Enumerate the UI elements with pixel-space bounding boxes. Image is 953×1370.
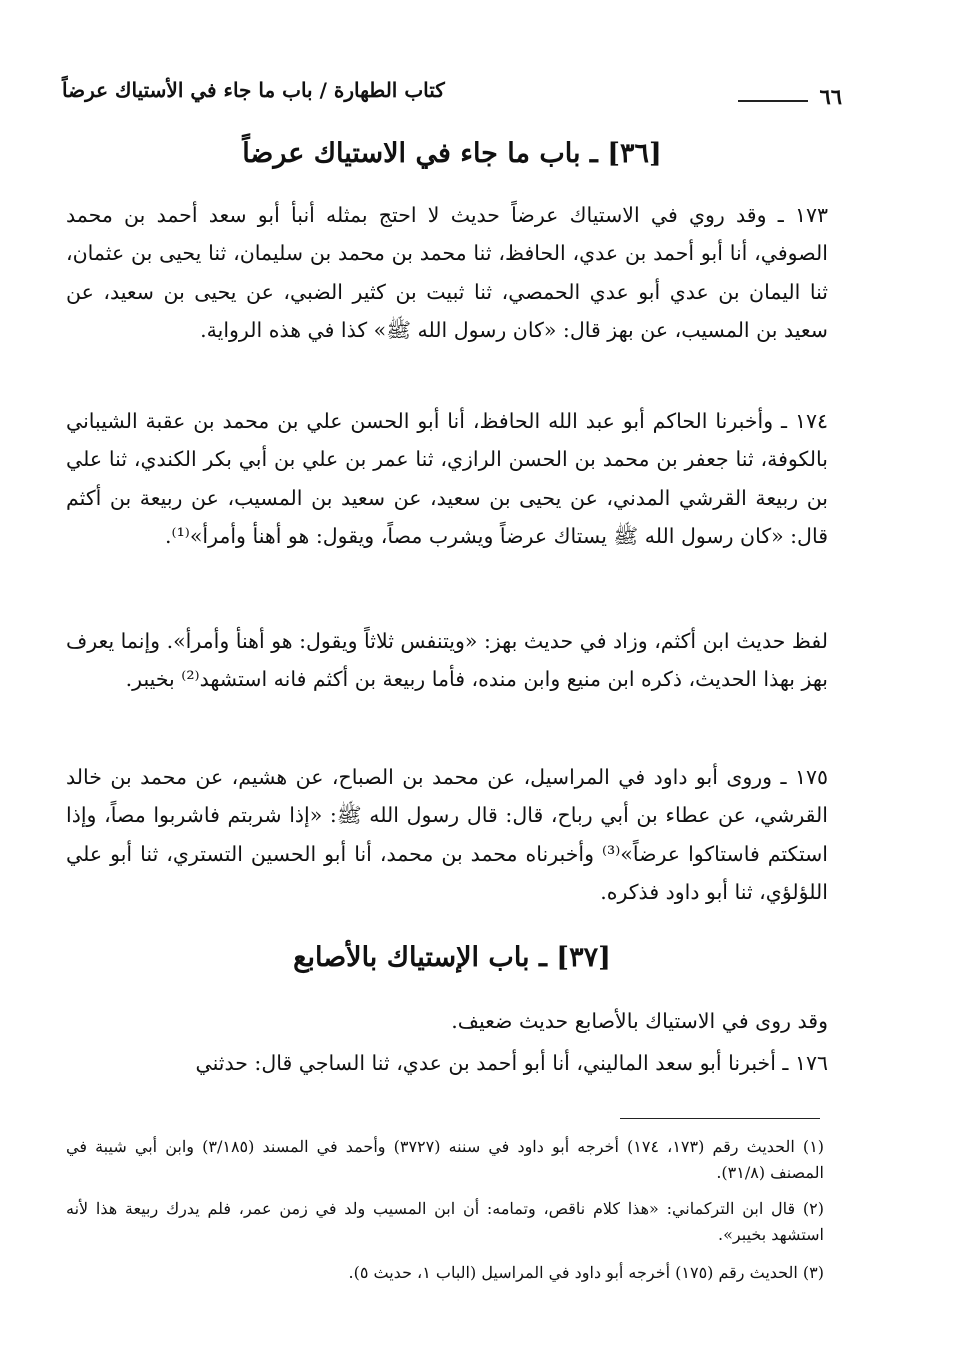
header-rule <box>738 100 808 102</box>
footnote-2: (٢) قال ابن التركماني: «هذا كلام ناقص، وتمامه: أن ابن المسيب ولد في زمن عمر، فلم يدرك ربيعة هذا لأنه استشهد بخيبر». <box>66 1199 825 1244</box>
paragraph-176: ١٧٦ ـ أخبرنا أبو سعد الماليني، أنا أبو أحمد بن عدي، ثنا الساجي قال: حدثني <box>195 1051 828 1075</box>
footnote-1: (١) الحديث رقم (١٧٣، ١٧٤) أخرجه أبو داود في سننه (٣٧٢٧) وأحمد في المسند (٣/١٨٥) وابن أبي شيبة في المصنف (٣١/٨). <box>66 1137 825 1182</box>
page-number: ٦٦ <box>819 84 842 109</box>
paragraph-175: ١٧٥ ـ وروى أبو داود في المراسيل، عن محمد بن الصباح، عن هشيم، عن محمد بن خالد القرشي، عن عطاء بن أبي رباح، قال: قال رسول الله ﷺ: «إذا شربتم فاشربوا مصاً، وإذا استكتم فاستاكوا عرضاً»⁽³⁾ وأخبرناه محمد بن محمد، أنا أبو الحسين التستري، ثنا أبو علي اللؤلؤي، ثنا أبو داود فذكره. <box>66 765 828 905</box>
paragraph-173: ١٧٣ ـ وقد روي في الاستياك عرضاً حديث لا احتج بمثله أنبأ أبو سعد أحمد بن محمد الصوفي، أنا أبو أحمد بن عدي، الحافظ، ثنا محمد بن محمد بن سليمان، ثنا يحيى بن عثمان، ثنا اليمان بن عدي أبو عدي الحمصي، ثنا ثبيت بن كثير الضبي، عن يحيى بن سعيد، عن سعيد بن المسيب، عن بهز قال: «كان رسول الله ﷺ» كذا في هذه الرواية. <box>66 203 828 343</box>
paragraph-commentary: لفظ حديث ابن أكثم، وزاد في حديث بهز: «ويتنفس ثلاثاً ويقول: هو أهنأ وأمرأ». وإنما يعرف بهز بهذا الحديث، ذكره ابن منيع وابن منده، فأما ربيعة بن أكثم فانه استشهد⁽²⁾ بخيبر. <box>66 629 828 692</box>
footnote-separator <box>620 1118 820 1119</box>
running-header <box>62 78 842 114</box>
running-title: كتاب الطهارة / باب ما جاء في الأستياك عرضاً <box>62 78 445 102</box>
section-title-37: [٣٧] ـ باب الإستياك بالأصابع <box>293 942 611 973</box>
paragraph-intro-37: وقد روى في الاستياك بالأصابع حديث ضعيف. <box>451 1009 828 1033</box>
paragraph-174: ١٧٤ ـ وأخبرنا الحاكم أبو عبد الله الحافظ، أنا أبو الحسن علي بن محمد بن عقبة الشيباني بالكوفة، ثنا جعفر بن محمد بن الحسن الرازي، ثنا عمر بن علي بن أبي بكر الكندي، ثنا علي بن ربيعة القرشي المدني، عن يحيى بن سعيد، عن سعيد بن المسيب، عن ربيعة بن أكثم قال: «كان رسول الله ﷺ يستاك عرضاً ويشرب مصاً، ويقول: هو أهنأ وأمرأ»⁽¹⁾. <box>66 409 828 549</box>
section-title-36: [٣٦] ـ باب ما جاء في الاستياك عرضاً <box>242 138 662 169</box>
footnote-3: (٣) الحديث رقم (١٧٥) أخرجه أبو داود في المراسيل (الباب ١، حديث ٥). <box>348 1263 824 1282</box>
